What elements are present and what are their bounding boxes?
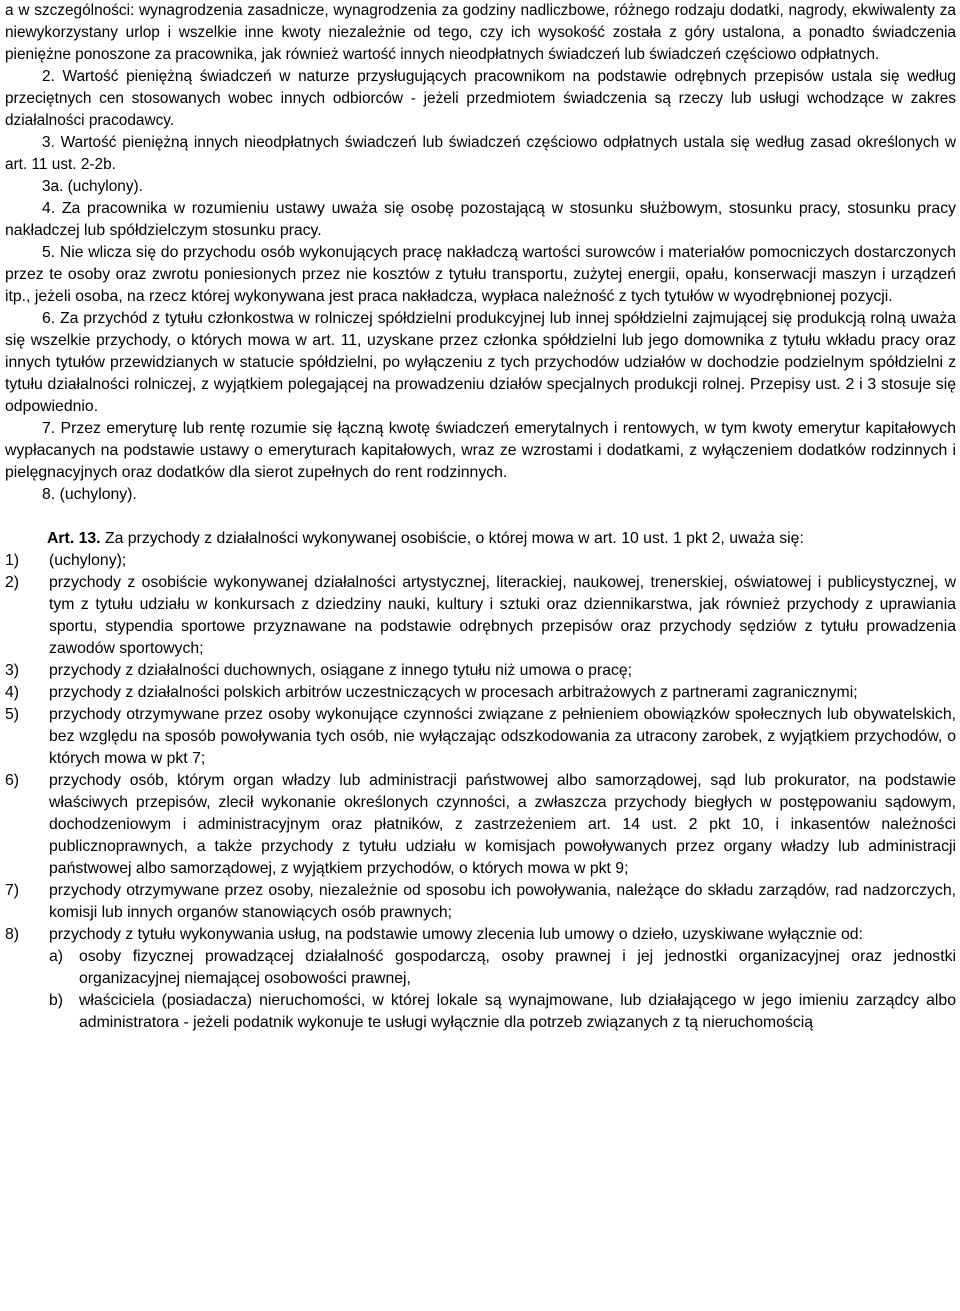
article-13-intro	[5, 528, 956, 550]
list-item	[5, 572, 956, 660]
paragraph-continuation: a w szczególności: wynagrodzenia zasadnicze, wynagrodzenia za godziny nadliczbowe, różnego rodzaju dodatki, nagrody, ekwiwalenty za niewykorzystany urlop i wszelkie inne kwoty niezależnie od tego, czy ich wysokość została z góry ustalona, a ponadto świadczenia pieniężne ponoszone za pracownika, jak również wartość innych nieodpłatnych świadczeń lub świadczeń częściowo odpłatnych.	[5, 2, 956, 63]
list-item-number: 1)	[5, 552, 20, 569]
list-item	[5, 924, 956, 946]
sub-list-item	[5, 946, 956, 990]
list-item-number: 3)	[5, 662, 20, 679]
sub-list-item-letter: a)	[49, 948, 64, 965]
list-item-number: 6)	[5, 772, 20, 789]
paragraph-ust-3: 3. Wartość pieniężną innych nieodpłatnych świadczeń lub świadczeń częściowo odpłatnych ustala się według zasad określonych w art. 11 ust. 2-2b.	[5, 134, 956, 173]
sub-list-item	[5, 990, 956, 1034]
blank-line	[5, 506, 956, 528]
list-item	[5, 880, 956, 924]
list-item-number: 7)	[5, 882, 20, 899]
list-item	[5, 550, 956, 572]
article-13-label: Art. 13.	[47, 530, 101, 547]
sub-list-item-letter: b)	[49, 992, 64, 1009]
paragraph-ust-3a: 3a. (uchylony).	[42, 178, 143, 195]
paragraph-ust-2: 2. Wartość pieniężną świadczeń w naturze przysługujących pracownikom na podstawie odrębnych przepisów ustala się według przeciętnych cen stosowanych wobec innych odbiorców - jeżeli przedmiotem świadczenia są rzeczy lub usługi wchodzące w zakres działalności pracodawcy.	[5, 68, 956, 129]
list-item	[5, 770, 956, 880]
list-item	[5, 704, 956, 770]
article-13-intro-text: Za przychody z działalności wykonywanej osobiście, o której mowa w art. 10 ust. 1 pkt 2, uważa się:	[100, 530, 804, 547]
sub-list-item-text: właściciela (posiadacza) nieruchomości, w której lokale są wynajmowane, lub działającego w jego imieniu zarządcy albo administratora - jeżeli podatnik wykonuje te usługi wyłącznie dla potrzeb związanych z tą nieruchomością	[79, 992, 956, 1031]
list-item	[5, 660, 956, 682]
list-item-text: przychody otrzymywane przez osoby wykonujące czynności związane z pełnieniem obowiązków społecznych lub obywatelskich, bez względu na sposób powoływania tych osób, nie wyłączając odszkodowania za utracony zarobek, z wyjątkiem przychodów, o których mowa w pkt 7;	[49, 706, 956, 767]
paragraph-ust-4: 4. Za pracownika w rozumieniu ustawy uważa się osobę pozostającą w stosunku służbowym, stosunku pracy, stosunku pracy nakładczej lub spółdzielczym stosunku pracy.	[5, 200, 956, 239]
article-13-items	[5, 550, 956, 1034]
sub-list-item-text: osoby fizycznej prowadzącej działalność gospodarczą, osoby prawnej i jej jednostki organizacyjnej oraz jednostki organizacyjnej niemającej osobowości prawnej,	[79, 948, 956, 987]
list-item-text: przychody z działalności duchownych, osiągane z innego tytułu niż umowa o pracę;	[49, 662, 633, 679]
list-item-text: przychody z osobiście wykonywanej działalności artystycznej, literackiej, naukowej, trenerskiej, oświatowej i publicystycznej, w tym z tytułu udziału w konkursach z dziedziny nauki, kultury i sztuki oraz dziennikarstwa, jak również przychody z uprawiania sportu, stypendia sportowe przyznawane na podstawie odrębnych przepisów oraz przychody sędziów z tytułu prowadzenia zawodów sportowych;	[49, 574, 956, 657]
list-item-text: (uchylony);	[49, 552, 127, 569]
list-item-number: 4)	[5, 684, 20, 701]
top-section	[5, 0, 956, 198]
list-item-text: przychody osób, którym organ władzy lub administracji państwowej albo samorządowej, sąd lub prokurator, na podstawie właściwych przepisów, zlecił wykonanie określonych czynności, a zwłaszcza przychody biegłych w postępowaniu sądowym, dochodzeniowym i administracyjnym oraz płatników, z zastrzeżeniem art. 14 ust. 2 pkt 10, i inkasentów należności publicznoprawnych, a także przychody z tytułu udziału w komisjach powoływanych przez organy władzy lub administracji państwowej albo samorządowej, z wyjątkiem przychodów, o których mowa w pkt 9;	[49, 772, 956, 877]
list-item-number: 2)	[5, 574, 20, 591]
paragraph-ust-8: 8. (uchylony).	[42, 486, 137, 503]
paragraph-ust-5: 5. Nie wlicza się do przychodu osób wykonujących pracę nakładczą wartości surowców i materiałów pomocniczych dostarczonych przez te osoby oraz zwrotu poniesionych przez nie kosztów z tytułu transportu, zużytej energii, opału, konserwacji maszyn i urządzeń itp., jeżeli osoba, na rzecz której wykonywana jest praca nakładcza, wypłaca należność z tych tytułów w wyodrębnionej pozycji.	[5, 244, 956, 305]
list-item-text: przychody otrzymywane przez osoby, niezależnie od sposobu ich powoływania, należące do składu zarządów, rad nadzorczych, komisji lub innych organów stanowiących osób prawnych;	[49, 882, 956, 921]
list-item-number: 5)	[5, 706, 20, 723]
paragraph-ust-6: 6. Za przychód z tytułu członkostwa w rolniczej spółdzielni produkcyjnej lub innej spółdzielni zajmującej się produkcją rolną uważa się wszelkie przychody, o których mowa w art. 11, uzyskane przez członka spółdzielni lub jego domownika z tytułu wkładu pracy oraz innych tytułów przewidzianych w statucie spółdzielni, po wyłączeniu z tych przychodów udziałów w dochodzie podzielnym spółdzielni z tytułu działalności rolniczej, z wyjątkiem polegającej na prowadzeniu działów specjalnych produkcji rolnej. Przepisy ust. 2 i 3 stosuje się odpowiednio.	[5, 310, 956, 415]
list-item-text: przychody z tytułu wykonywania usług, na podstawie umowy zlecenia lub umowy o dzieło, uzyskiwane wyłącznie od:	[49, 926, 863, 943]
main-section	[5, 198, 956, 1034]
paragraph-ust-7: 7. Przez emeryturę lub rentę rozumie się łączną kwotę świadczeń emerytalnych i rentowych, w tym kwoty emerytur kapitałowych wypłacanych na podstawie ustawy o emeryturach kapitałowych, wraz ze wzrostami i dodatkami, z wyłączeniem dodatków rodzinnych i pielęgnacyjnych oraz dodatków dla sierot zupełnych do rent rodzinnych.	[5, 420, 956, 481]
list-item	[5, 682, 956, 704]
list-item-text: przychody z działalności polskich arbitrów uczestniczących w procesach arbitrażowych z partnerami zagranicznymi;	[49, 684, 858, 701]
list-item-number: 8)	[5, 926, 20, 943]
